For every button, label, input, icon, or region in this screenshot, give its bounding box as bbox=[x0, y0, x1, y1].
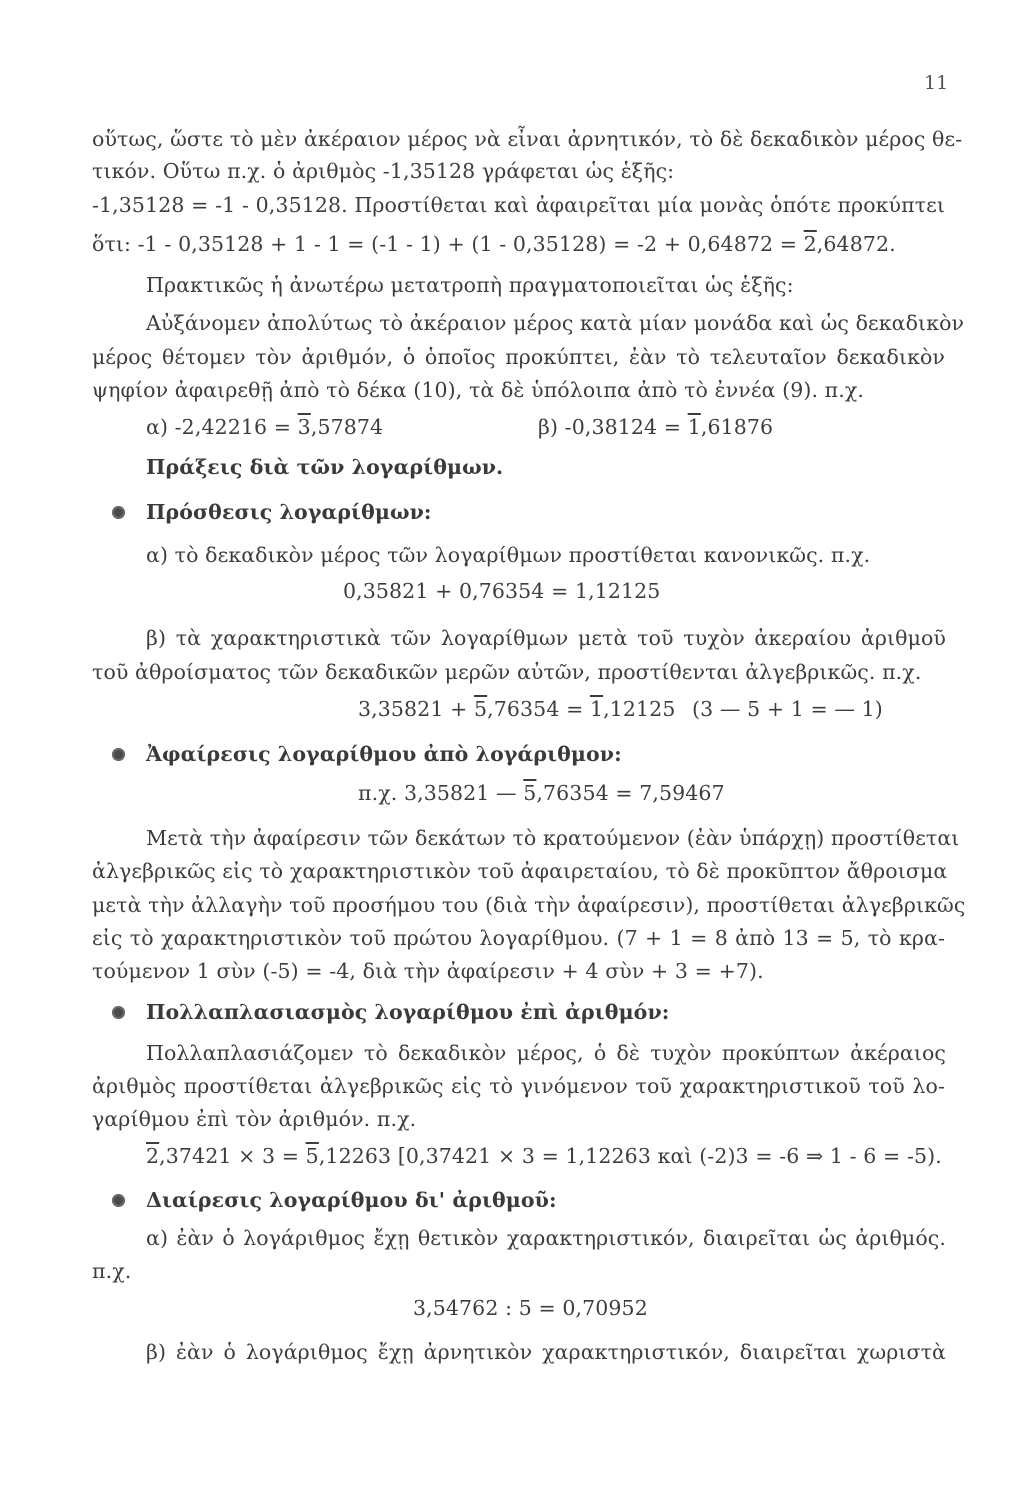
bullet-icon bbox=[112, 1006, 125, 1019]
text-line: μέρος θέτομεν τὸν ἀριθμόν, ὁ ὁποῖος προκύπτει, ἐὰν τὸ τελευταῖον δεκαδικὸν bbox=[92, 345, 945, 369]
text-line: α) τὸ δεκαδικὸν μέρος τῶν λογαρίθμων προστίθεται κανονικῶς. π.χ. bbox=[146, 543, 871, 567]
section-heading: Πολλαπλασιασμὸς λογαρίθμου ἐπὶ ἀριθμόν: bbox=[146, 1000, 670, 1024]
example-a bbox=[146, 414, 383, 440]
bar-characteristic: 1 bbox=[687, 415, 701, 439]
text-line bbox=[92, 231, 896, 257]
bar-characteristic: 5 bbox=[305, 1144, 319, 1168]
bar-characteristic: 2 bbox=[146, 1144, 160, 1168]
formula-note: (3 — 5 + 1 = — 1) bbox=[692, 697, 883, 721]
page-number: 11 bbox=[924, 72, 949, 94]
bar-characteristic: 5 bbox=[523, 781, 537, 805]
text-line: Πολλαπλασιάζομεν τὸ δεκαδικὸν μέρος, ὁ δὲ τυχὸν προκύπτων ἀκέραιος bbox=[146, 1041, 946, 1065]
text-line: ἀλγεβρικῶς εἰς τὸ χαρακτηριστικὸν τοῦ ἀφαιρεταίου, τὸ δὲ προκῦπτον ἄθροισμα bbox=[92, 859, 948, 883]
bar-characteristic: 2 bbox=[803, 232, 817, 256]
bar-characteristic: 5 bbox=[473, 697, 488, 721]
section-heading: Πρόσθεσις λογαρίθμων: bbox=[146, 500, 432, 524]
text-line: Μετὰ τὴν ἀφαίρεσιν τῶν δεκάτων τὸ κρατούμενον (ἐὰν ὑπάρχῃ) προστίθεται bbox=[146, 826, 960, 850]
text-segment: ὅτι: -1 - 0,35128 + 1 - 1 = (-1 - 1) + (1 - 0,35128) = -2 + 0,64872 = bbox=[92, 232, 804, 256]
text-line: β) ἐὰν ὁ λογάριθμος ἔχῃ ἀρνητικὸν χαρακτηριστικόν, διαιρεῖται χωριστὰ bbox=[146, 1340, 946, 1364]
text-segment: ,76354 = bbox=[487, 697, 590, 721]
text-line: -1,35128 = -1 - 0,35128. Προστίθεται καὶ ἀφαιρεῖται μία μονὰς ὁπότε προκύπτει bbox=[92, 193, 945, 217]
text-line: τοῦ ἀθροίσματος τῶν δεκαδικῶν μερῶν αὐτῶν, προστίθενται ἀλγεβρικῶς. π.χ. bbox=[92, 660, 922, 684]
text-line: εἰς τὸ χαρακτηριστικὸν τοῦ πρώτου λογαρίθμου. (7 + 1 = 8 ἀπὸ 13 = 5, τὸ κρα- bbox=[92, 926, 945, 950]
text-line: α) ἐὰν ὁ λογάριθμος ἔχῃ θετικὸν χαρακτηριστικόν, διαιρεῖται ὡς ἀριθμός. bbox=[146, 1226, 946, 1250]
text-segment: ,12263 [0,37421 × 3 = 1,12263 καὶ (-2)3 = -6 ⇒ 1 - 6 = -5). bbox=[318, 1144, 942, 1168]
formula bbox=[358, 780, 725, 806]
text-line: τούμενον 1 σὺν (-5) = -4, διὰ τὴν ἀφαίρεσιν + 4 σὺν + 3 = +7). bbox=[92, 959, 764, 983]
text-line: Αὐξάνομεν ἀπολύτως τὸ ἀκέραιον μέρος κατὰ μίαν μονάδα καὶ ὡς δεκαδικὸν bbox=[146, 311, 965, 335]
text-segment: π.χ. 3,35821 — bbox=[358, 781, 524, 805]
bullet-icon bbox=[112, 748, 125, 761]
text-line: γαρίθμου ἐπὶ τὸν ἀριθμόν. π.χ. bbox=[92, 1107, 417, 1131]
bar-characteristic: 3 bbox=[297, 415, 311, 439]
section-heading: Πράξεις διὰ τῶν λογαρίθμων. bbox=[146, 455, 504, 479]
text-line: π.χ. bbox=[92, 1259, 132, 1283]
bullet-icon bbox=[112, 1194, 125, 1207]
example-b bbox=[538, 414, 773, 440]
text-line: ψηφίον ἀφαιρεθῇ ἀπὸ τὸ δέκα (10), τὰ δὲ ὑπόλοιπα ἀπὸ τὸ ἐννέα (9). π.χ. bbox=[92, 378, 865, 402]
text-line: τικόν. Οὕτω π.χ. ὁ ἀριθμὸς -1,35128 γράφεται ὡς ἑξῆς: bbox=[92, 159, 675, 183]
section-heading: Ἀφαίρεσις λογαρίθμου ἀπὸ λογάριθμον: bbox=[146, 742, 622, 766]
text-segment: ,61876 bbox=[700, 415, 774, 439]
text-line: οὕτως, ὥστε τὸ μὲν ἀκέραιον μέρος νὰ εἶναι ἀρνητικόν, τὸ δὲ δεκαδικὸν μέρος θε- bbox=[92, 127, 963, 151]
text-segment: ,12125 bbox=[603, 697, 676, 721]
text-segment: 3,35821 + bbox=[358, 697, 474, 721]
bullet-icon bbox=[112, 506, 125, 519]
text-segment: ,57874 bbox=[310, 415, 384, 439]
text-segment: α) -2,42216 = bbox=[146, 415, 298, 439]
text-line: Πρακτικῶς ἡ ἀνωτέρω μετατροπὴ πραγματοποιεῖται ὡς ἑξῆς: bbox=[146, 273, 794, 297]
text-segment: ,37421 × 3 = bbox=[159, 1144, 306, 1168]
text-line: μετὰ τὴν ἀλλαγὴν τοῦ προσήμου του (διὰ τὴν ἀφαίρεσιν), προστίθεται ἀλγεβρικῶς bbox=[92, 893, 966, 917]
formula bbox=[358, 696, 675, 722]
bar-characteristic: 1 bbox=[589, 697, 604, 721]
formula bbox=[146, 1143, 942, 1169]
formula: 3,54762 : 5 = 0,70952 bbox=[413, 1296, 648, 1320]
text-segment: β) -0,38124 = bbox=[538, 415, 688, 439]
text-segment: ,64872. bbox=[816, 232, 896, 256]
text-segment: ,76354 = 7,59467 bbox=[536, 781, 725, 805]
section-heading: Διαίρεσις λογαρίθμου δι' ἀριθμοῦ: bbox=[146, 1188, 557, 1212]
formula: 0,35821 + 0,76354 = 1,12125 bbox=[343, 579, 661, 603]
text-line: β) τὰ χαρακτηριστικὰ τῶν λογαρίθμων μετὰ τοῦ τυχὸν ἀκεραίου ἀριθμοῦ bbox=[146, 626, 946, 650]
text-line: ἀριθμὸς προστίθεται ἀλγεβρικῶς εἰς τὸ γινόμενον τοῦ χαρακτηριστικοῦ τοῦ λο- bbox=[92, 1074, 945, 1098]
